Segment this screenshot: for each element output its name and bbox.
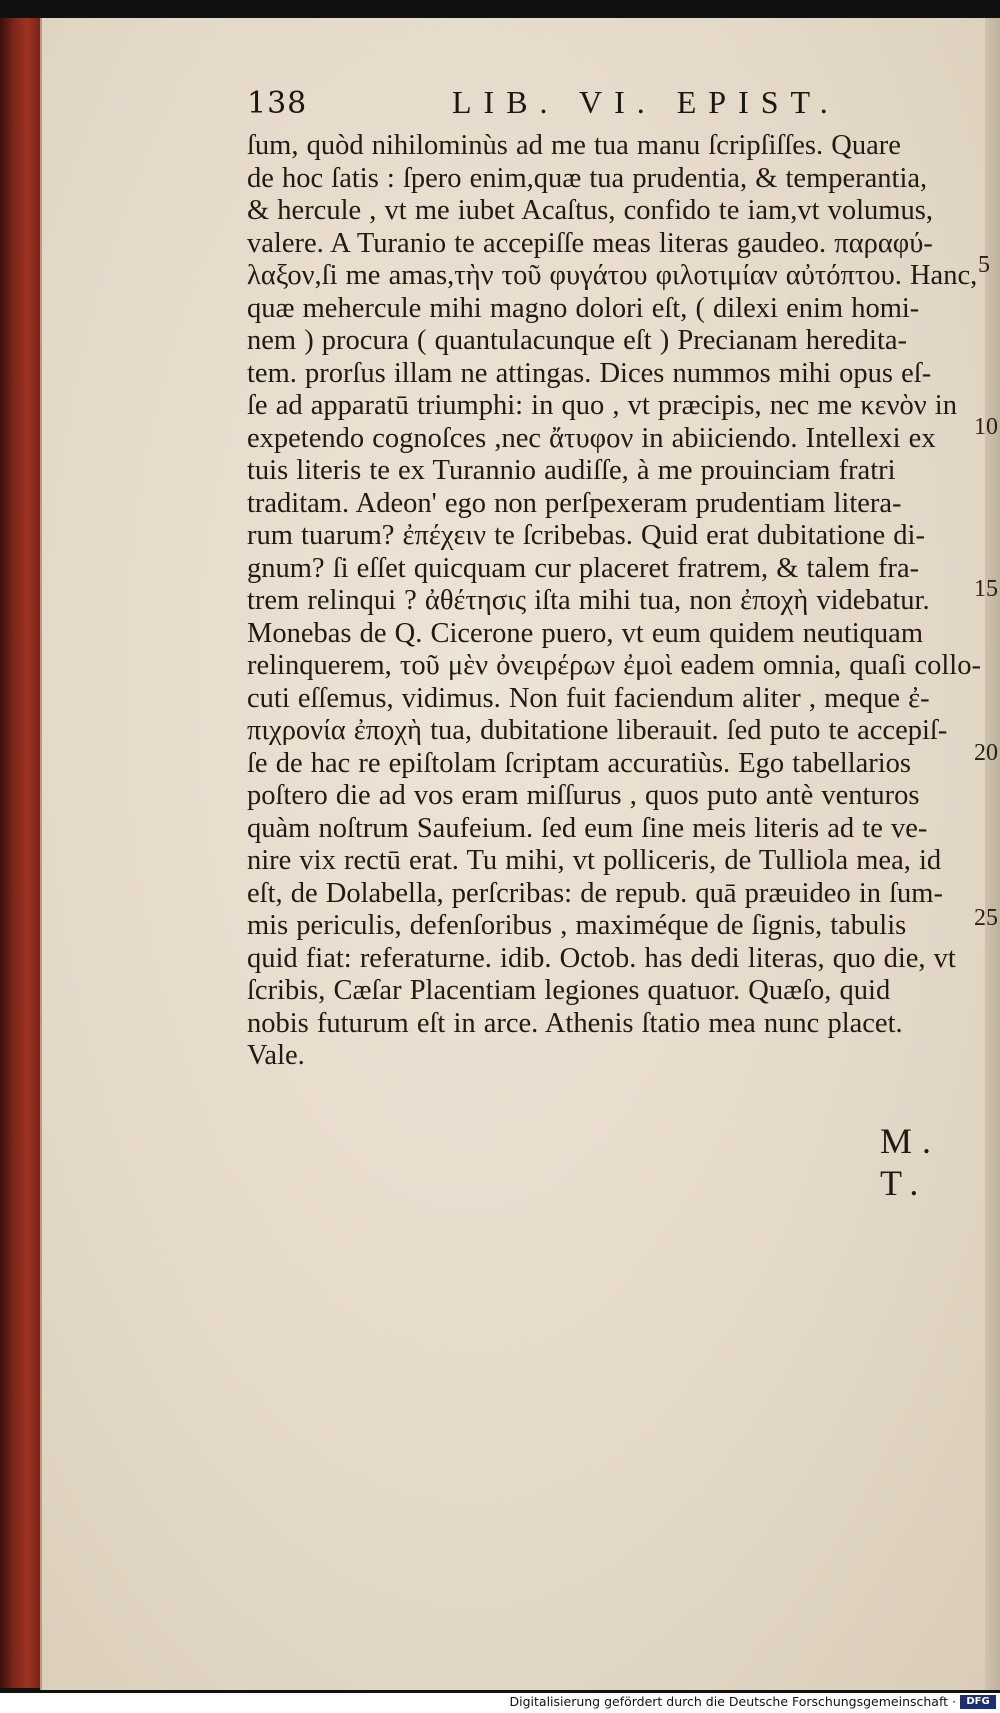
- text-line: πιχρονία ἐποχὴ tua, dubitatione liberauit. ſed puto te accepiſ-: [247, 715, 948, 746]
- text-line: tuis literis te ex Turannio audiſſe, à me prouinciam fratri: [247, 455, 896, 486]
- text-line: eſt, de Dolabella, perſcribas: de repub. quā præuideo in ſum-: [247, 877, 943, 909]
- margin-number: 25: [974, 905, 998, 931]
- text-line: ſcribis, Cæſar Placentiam legiones quatuor. Quæſo, quid: [247, 975, 891, 1006]
- text-line: quàm noſtrum Saufeium. ſed eum ſine meis literis ad te ve-: [247, 812, 928, 844]
- margin-number: 5: [978, 252, 990, 278]
- signature: M. T.: [880, 1121, 942, 1203]
- margin-number: 15: [974, 576, 998, 602]
- text-line: mis periculis, defenſoribus , maximéque de ſignis, tabulis: [247, 910, 907, 941]
- text-line: nem ) procura ( quantulacunque eſt ) Precianam hereditа-: [247, 325, 908, 356]
- running-head: [42, 80, 990, 128]
- text-line: λαξον,ſi me amas,τὴν τοῦ φυγάτου φιλοτιμίαν αὐτόπτου. Hanc,: [247, 260, 978, 291]
- dfg-logo: DFG: [960, 1695, 996, 1709]
- book-page: [40, 18, 990, 1690]
- text-line: Monebas de Q. Cicerone puero, vt eum quidem neutiquam: [247, 617, 923, 649]
- text-line: ſe ad apparatū triumphi: in quo , vt præcipis, nec me κενὸν in: [247, 390, 957, 421]
- margin-number: 20: [974, 740, 998, 766]
- letter-text: [247, 130, 1000, 1073]
- page-number: 138: [247, 86, 308, 121]
- text-line: & hercule , vt me iubet Acaſtus, confido te iam,vt volumus,: [247, 195, 933, 226]
- text-line: cuti eſſemus, vidimus. Non fuit faciendum aliter , meque ἐ-: [247, 682, 930, 714]
- text-line: traditam. Adeon' ego non perſpexeram prudentiam litera-: [247, 487, 902, 519]
- text-line: rum tuarum? ἐπέχειν te ſcribebas. Quid erat dubitatione di-: [247, 520, 925, 551]
- text-line: poſtero die ad vos eram miſſurus , quos puto antè venturos: [247, 780, 920, 811]
- text-line: trem relinqui ? ἀθέτησις iſta mihi tua, non ἐποχὴ videbatur.: [247, 585, 930, 616]
- text-line: tem. prorſus illam ne attingas. Dices nummos mihi opus eſ-: [247, 357, 932, 389]
- text-line: valere. A Turanio te accepiſſe meas literas gaudeo. παραφύ-: [247, 227, 933, 259]
- text-line: nobis futurum eſt in arce. Athenis ſtatio mea nunc placet.: [247, 1007, 903, 1039]
- text-line: ſe de hac re epiſtolam ſcriptam accuratiùs. Ego tabellarios: [247, 747, 912, 779]
- text-line: quid fiat: referaturne. idib. Octob. has dedi literas, quo die, vt: [247, 942, 956, 974]
- book-cover-edge: [0, 18, 44, 1688]
- text-line: quæ mehercule mihi magno dolori eſt, ( dilexi enim homi-: [247, 292, 920, 324]
- footer-credit: Digitalisierung gefördert durch die Deutsche Forschungsgemeinschaft ·: [509, 1694, 956, 1709]
- margin-number: 10: [974, 414, 998, 440]
- text-line: gnum? ſi eſſet quicquam cur placeret fratrem, & talem fra-: [247, 552, 920, 584]
- text-line: expetendo cognoſces ,nec ἄτυφον in abiiciendo. Intellexi ex: [247, 422, 936, 454]
- digitization-footer: [0, 1693, 1000, 1713]
- running-head-title: LIB. VI. EPIST.: [452, 84, 840, 120]
- text-line: relinquerem, τοῦ μὲν ὀνειρέρων ἐμοὶ eadem omnia, quaſi collo-: [247, 650, 981, 681]
- text-line: nire vix rectū erat. Tu mihi, vt polliceris, de Tulliola mea, id: [247, 845, 942, 876]
- text-line: ſum, quòd nihilominùs ad me tua manu ſcripſiſſes. Quare: [247, 130, 901, 161]
- text-line: Vale.: [247, 1040, 305, 1071]
- text-line: de hoc ſatis : ſpero enim,quæ tua prudentia, & temperantia,: [247, 162, 928, 194]
